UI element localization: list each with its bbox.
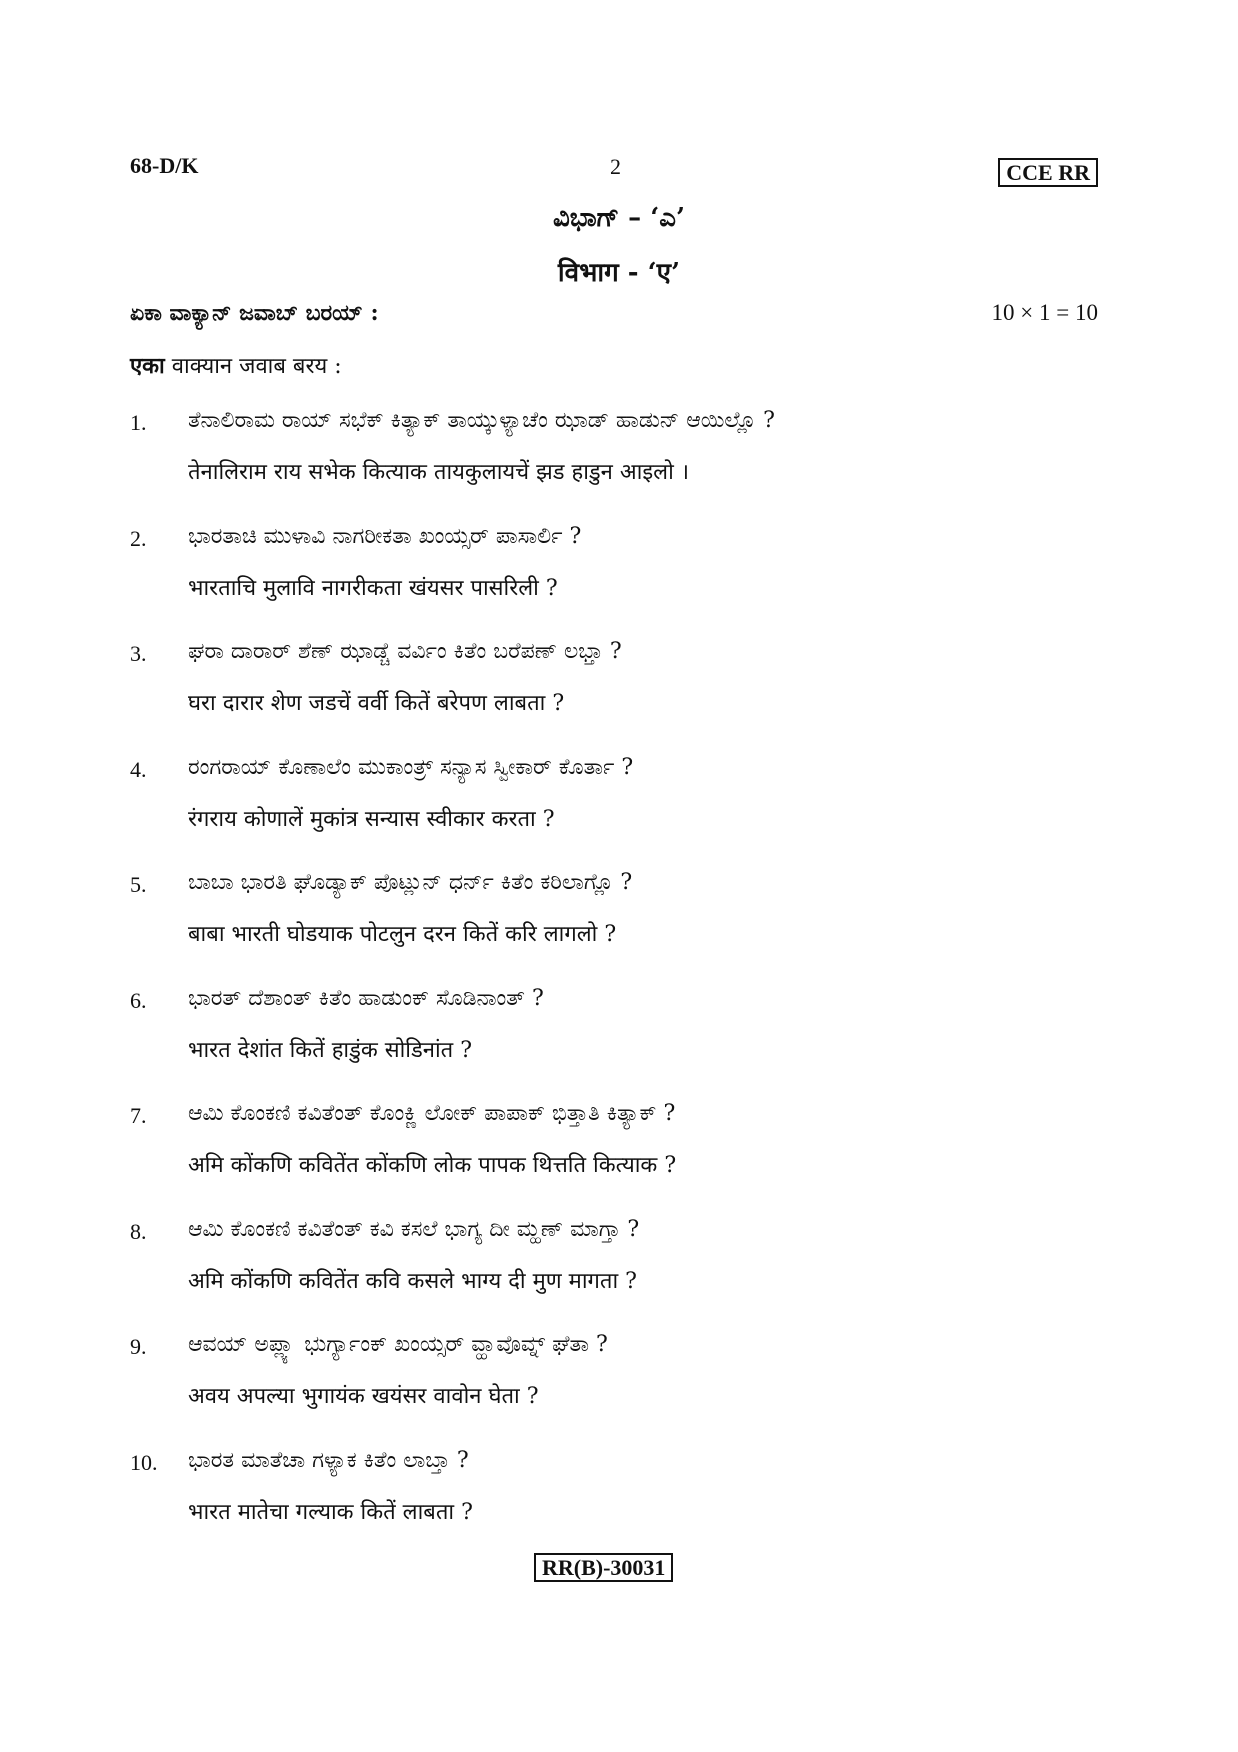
question-text-kannada: ಆಮಿ ಕೊಂಕಣಿ ಕವಿತೆಂತ್ ಕೊಂಕ್ಣಿ ಲೋಕ್ ಪಾಪಾಕ್ ಭಿತ್ತಾತಿ ಕಿತ್ಯಾಕ್ ? [188, 1101, 676, 1126]
question-text-devanagari: तेनालिराम राय सभेक कित्याक तायकुलायचें झड हाडुन आइलो । [188, 460, 690, 485]
section-title-devanagari: विभाग - ‘ए’ [557, 258, 681, 288]
question-number: 7. [130, 1103, 147, 1128]
question-item [130, 1448, 1120, 1564]
question-item [130, 755, 1120, 871]
question-item [130, 639, 1120, 755]
question-text-kannada: ರಂಗರಾಯ್ ಕೊಣಾಲೆಂ ಮುಕಾಂತ್ರ್ ಸನ್ಯಾಸ ಸ್ವೀಕಾರ್ ಕೊರ್ತಾ ? [188, 754, 634, 780]
question-text-kannada: ತೆನಾಲಿರಾಮ ರಾಯ್ ಸಭೆಕ್ ಕಿತ್ಯಾಕ್ ತಾಯ್ಕುಳ್ಯಾಚೆಂ ಝಾಡ್ ಹಾಡುನ್ ಆಯಿಲ್ಲೊ ? [188, 408, 775, 433]
marks-allocation: 10 × 1 = 10 [991, 300, 1098, 325]
question-item [130, 986, 1120, 1102]
question-number: 1. [130, 410, 147, 435]
question-text-devanagari: बाबा भारती घोडयाक पोटलुन दरन कितें करि लागलो ? [188, 922, 617, 947]
question-text-devanagari: अमि कोंकणि कवितेंत कवि कसले भाग्य दी मुण मागता ? [188, 1268, 637, 1294]
question-text-kannada: ಬಾಬಾ ಭಾರತಿ ಘೊಡ್ಯಾಕ್ ಪೊಟ್ಲುನ್ ಧರ್ನ್ ಕಿತೆಂ ಕರಿಲಾಗ್ಲೊ ? [188, 870, 633, 895]
question-item [130, 408, 1120, 524]
question-text-devanagari: भारताचि मुलावि नागरीकता खंयसर पासरिली ? [188, 575, 558, 601]
question-text-kannada: ಭಾರತ್ ದೆಶಾಂತ್ ಕಿತೆಂ ಹಾಡುಂಕ್ ಸೊಡಿನಾಂತ್ ? [188, 985, 544, 1011]
question-number: 8. [130, 1218, 147, 1244]
question-number: 6. [130, 987, 147, 1013]
instruction-devanagari-bold: एका [130, 353, 165, 379]
question-text-kannada: ಆಮಿ ಕೊಂಕಣಿ ಕವಿತೆಂತ್ ಕವಿ ಕಸಲೆ ಭಾಗ್ಯ ದೀ ಮ್ಹಣ್ ಮಾಗ್ತಾ ? [188, 1216, 640, 1242]
paper-code: 68-D/K [130, 153, 199, 178]
footer-code-box: RR(B)-30031 [534, 1553, 673, 1582]
question-list [130, 408, 1120, 1563]
question-number: 4. [130, 756, 147, 782]
question-number: 5. [130, 872, 147, 897]
question-text-devanagari: घरा दारार शेण जडचें वर्वी कितें बरेपण लाबता ? [188, 691, 565, 716]
question-text-devanagari: रंगराय कोणालें मुकांत्र सन्यास स्वीकार करता ? [188, 806, 555, 832]
question-item [130, 1217, 1120, 1333]
question-text-devanagari: अमि कोंकणि कवितेंत कोंकणि लोक पापक थित्तति कित्याक ? [188, 1153, 677, 1178]
instruction-devanagari [130, 350, 342, 380]
page-number: 2 [610, 154, 621, 179]
question-text-kannada: ಆವಯ್ ಅಪ್ಲ್ಯಾ ಭುರ್ಗ್ಯಾಂಕ್ ಖಂಯ್ಸರ್ ವ್ಹಾವೊವ್ನ್ ಘೆತಾ ? [188, 1332, 608, 1357]
question-text-kannada: ಘರಾ ದಾರಾರ್ ಶೆಣ್ ಝಾಡ್ಚೆ ವರ್ವಿಂ ಕಿತೆಂ ಬರೆಪಣ್ ಲಭ್ತಾ ? [188, 639, 622, 664]
question-text-devanagari: भारत देशांत कितें हाडुंक सोडिनांत ? [188, 1037, 473, 1063]
question-text-kannada: ಭಾರತಾಚಿ ಮುಳಾವಿ ನಾಗರೀಕತಾ ಖಂಯ್ಸರ್ ಪಾಸಾರ್ಲಿ ? [188, 523, 582, 549]
question-item [130, 1332, 1120, 1448]
instruction-devanagari-rest: वाक्यान जवाब बरय : [164, 354, 342, 379]
instruction-kannada: ಏಕಾ ವಾಕ್ಯಾನ್ ಜವಾಬ್ ಬರಯ್ : [130, 300, 379, 326]
section-title-kannada: ವಿಭಾಗ್ – ‘ಎ’ [552, 203, 686, 233]
question-text-devanagari: भारत मातेचा गल्याक कितें लाबता ? [188, 1499, 473, 1525]
series-box: CCE RR [998, 158, 1098, 187]
question-number: 9. [130, 1334, 147, 1359]
question-item [130, 1101, 1120, 1217]
question-item [130, 524, 1120, 640]
question-number: 3. [130, 641, 147, 666]
question-text-devanagari: अवय अपल्या भुगायंक खयंसर वावोन घेता ? [188, 1384, 539, 1409]
question-item [130, 870, 1120, 986]
question-number: 10. [130, 1449, 158, 1475]
question-text-kannada: ಭಾರತ ಮಾತೆಚಾ ಗಳ್ಯಾಕ ಕಿತೆಂ ಲಾಬ್ತಾ ? [188, 1447, 469, 1473]
question-number: 2. [130, 525, 147, 551]
